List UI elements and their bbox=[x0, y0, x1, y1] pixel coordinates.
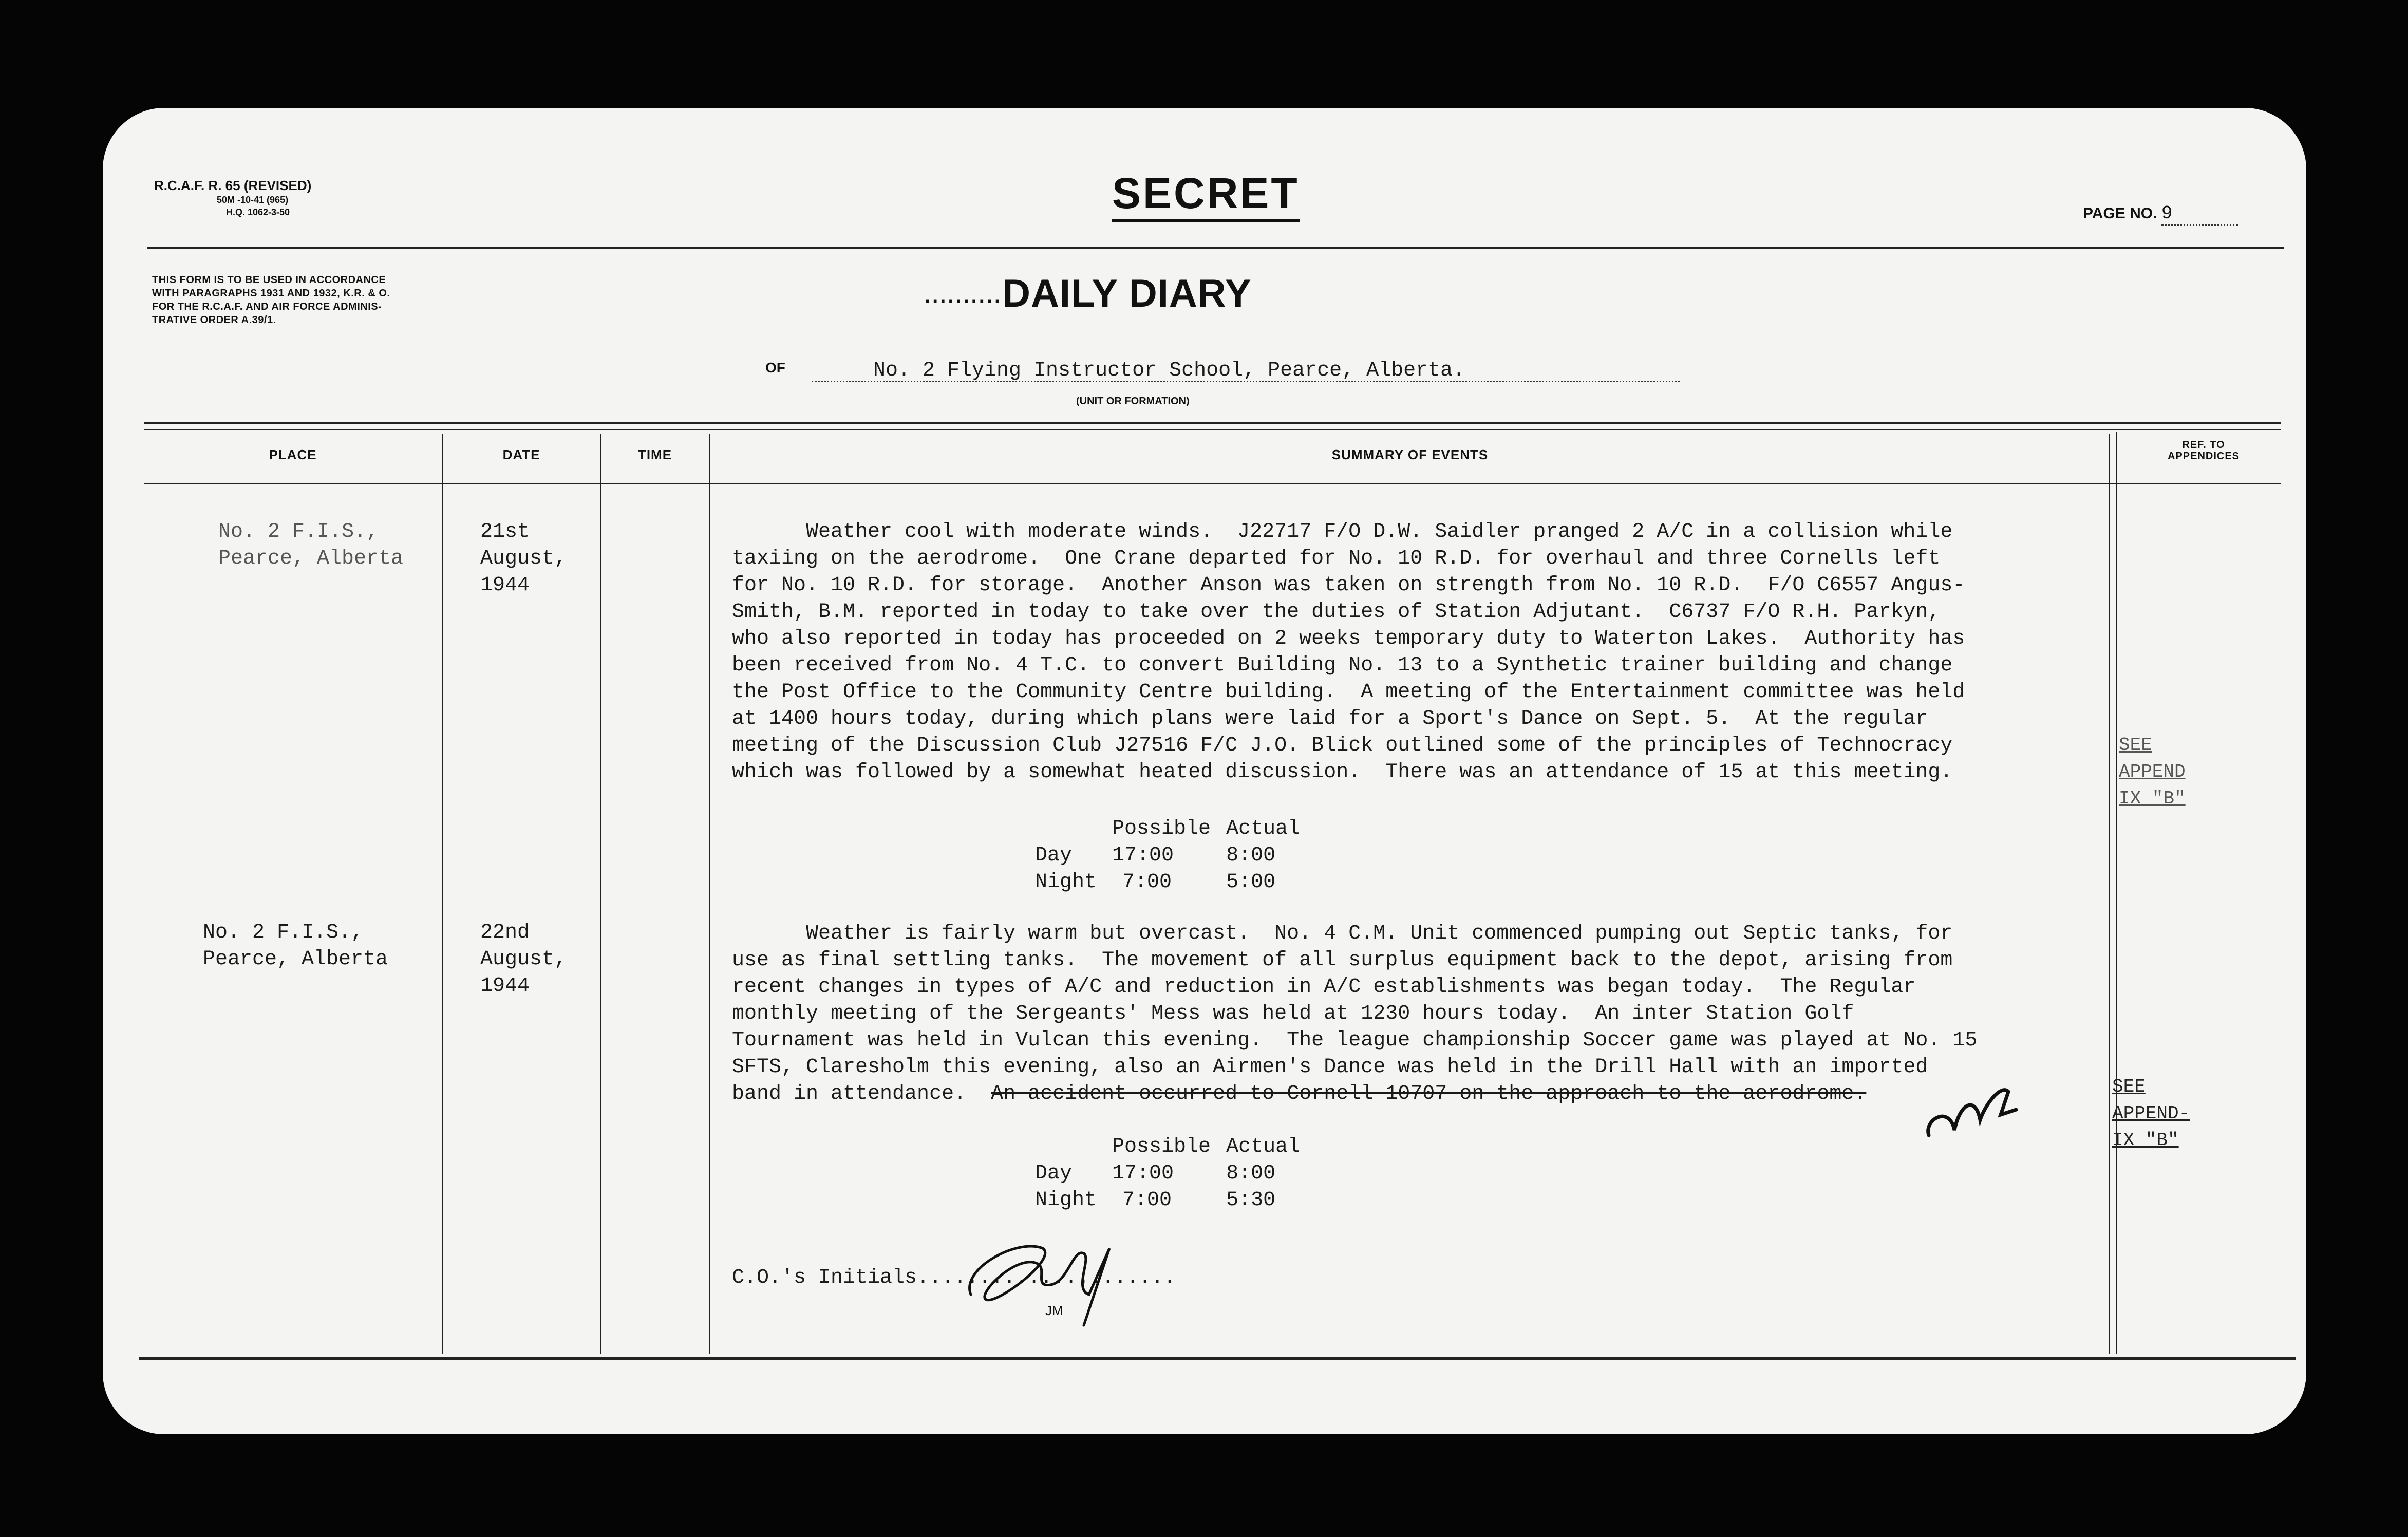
co-signature-icon bbox=[955, 1217, 1140, 1336]
entry-place: No. 2 F.I.S., Pearce, Alberta bbox=[218, 520, 404, 570]
flying-hours-table bbox=[1035, 1134, 1315, 1214]
form-code-line: 50M -10-41 (965) bbox=[217, 195, 289, 205]
stats-value: 7:00 bbox=[1122, 871, 1172, 894]
form-title-text: DAILY DIARY bbox=[1002, 272, 1252, 315]
form-code bbox=[154, 177, 311, 218]
column-divider bbox=[709, 434, 710, 1354]
unit-name: No. 2 Flying Instructor School, Pearce, Alberta. bbox=[812, 358, 1680, 382]
stats-label: Day bbox=[1035, 844, 1073, 867]
entry-date: 21st August, 1944 bbox=[480, 520, 567, 597]
co-signature-caption: JM bbox=[1045, 1303, 1063, 1318]
stats-header: Actual bbox=[1226, 1135, 1301, 1158]
appendix-reference: SEE APPEND- IX "B" bbox=[2112, 1076, 2190, 1151]
stats-label: Night bbox=[1035, 1189, 1097, 1212]
stats-header: Possible bbox=[1112, 817, 1211, 840]
stats-value: 5:00 bbox=[1226, 871, 1276, 894]
table-top-rule bbox=[144, 422, 2281, 424]
entry-date: 22nd August, 1944 bbox=[480, 921, 567, 998]
instruction-line: FOR THE R.C.A.F. AND AIR FORCE ADMINIS- bbox=[152, 301, 382, 312]
form-code-line: H.Q. 1062-3-50 bbox=[226, 207, 290, 217]
co-initials-line: C.O.'s Initials..................... bbox=[732, 1266, 1176, 1289]
appendix-reference: SEE APPEND IX "B" bbox=[2119, 735, 2186, 809]
entry-summary: Weather cool with moderate winds. J22717 F/O D.W. Saidler pranged 2 A/C in a collision while taxiing on the aerodrome. One Crane departed for No. 10 R.D. for overhaul and three Cornells left for No. 10 R.D. for storage. Another Anson was taken on strength from No. 10 R.D. F/O C6557 Angus- Smith, B.M. reported in today to take over the duties of Station Adjutant. C6737 F/O R.H. Parkyn, who also reported in today has proceeded on 2 weeks temporary duty to Waterton Lakes. Authority has been received from No. 4 T.C. to convert Building No. 13 to a Synthetic trainer building and change the Post Office to the Community Centre building. A meeting of the Entertainment committee was held at 1400 hours today, during which plans were laid for a Sport's Dance on Sept. 5. At the regular meeting of the Discussion Club J27516 F/C J.O. Blick outlined some of the principles of Technocracy which was followed by a somewhat heated discussion. There was an attendance of 15 at this meeting. bbox=[732, 520, 1965, 784]
column-header-time: TIME bbox=[637, 447, 672, 462]
table-top-rule bbox=[144, 429, 2281, 430]
stats-value: 8:00 bbox=[1226, 1162, 1276, 1185]
handwritten-initials-icon bbox=[1918, 1074, 2021, 1146]
page-number-value: 9 bbox=[2161, 203, 2238, 226]
column-header-ref-line: REF. TO bbox=[2182, 439, 2225, 451]
unit-caption: (UNIT OR FORMATION) bbox=[1076, 396, 1190, 407]
instruction-line: THIS FORM IS TO BE USED IN ACCORDANCE bbox=[152, 274, 386, 286]
diary-form-card bbox=[103, 108, 2306, 1434]
page-number bbox=[2083, 203, 2238, 226]
stats-value: 5:30 bbox=[1226, 1189, 1276, 1212]
flying-hours-table bbox=[1035, 816, 1315, 896]
form-instructions bbox=[152, 273, 390, 327]
stats-value: 17:00 bbox=[1112, 1162, 1174, 1185]
stats-value: 7:00 bbox=[1122, 1189, 1172, 1212]
header-rule bbox=[144, 483, 2281, 484]
column-divider bbox=[442, 434, 443, 1354]
summary-text: band in attendance. bbox=[732, 1082, 967, 1105]
entry-place: No. 2 F.I.S., Pearce, Alberta bbox=[203, 921, 388, 971]
column-divider bbox=[600, 434, 601, 1354]
column-header-summary: SUMMARY OF EVENTS bbox=[1331, 447, 1489, 462]
of-label: OF bbox=[765, 360, 785, 376]
column-divider bbox=[2109, 434, 2110, 1354]
divider bbox=[147, 247, 2284, 249]
form-code-line: R.C.A.F. R. 65 (REVISED) bbox=[154, 178, 312, 193]
column-header-place: PLACE bbox=[269, 447, 317, 462]
stats-label: Day bbox=[1035, 1162, 1073, 1185]
page-number-label: PAGE NO. bbox=[2083, 205, 2157, 222]
stats-value: 17:00 bbox=[1112, 844, 1174, 867]
column-header-ref-line: APPENDICES bbox=[2167, 451, 2240, 462]
struck-through-text: An accident occurred to Cornell 10707 on the approach to the aerodrome. bbox=[991, 1082, 1867, 1105]
column-divider bbox=[2116, 432, 2117, 1354]
stats-label: Night bbox=[1035, 871, 1097, 894]
form-title: ..........DAILY DIARY bbox=[925, 272, 1252, 315]
column-header-ref bbox=[2119, 439, 2288, 462]
stats-header: Possible bbox=[1112, 1135, 1211, 1158]
instruction-line: WITH PARAGRAPHS 1931 AND 1932, K.R. & O. bbox=[152, 288, 390, 299]
entry-summary: Weather is fairly warm but overcast. No. 4 C.M. Unit commenced pumping out Septic tanks, for use as final settling tanks. The movement of all surplus equipment back to the depot, arising from recent changes in types of A/C and reduction in A/C establishments was began today. The Regular monthly meeting of the Sergeants' Mess was held at 1230 hours today. An inter Station Golf Tournament was held in Vulcan this evening. The league championship Soccer game was played at No. 15 SFTS, Claresholm this evening, also an Airmen's Dance was held in the Drill Hall with an imported bbox=[732, 922, 1978, 1079]
column-header-date: DATE bbox=[502, 447, 540, 462]
stats-header: Actual bbox=[1226, 817, 1301, 840]
stats-value: 8:00 bbox=[1226, 844, 1276, 867]
table-bottom-rule bbox=[139, 1357, 2296, 1360]
entry-summary-last-line bbox=[732, 1081, 2098, 1108]
instruction-line: TRATIVE ORDER A.39/1. bbox=[152, 314, 276, 326]
classification-stamp: SECRET bbox=[1112, 168, 1300, 222]
